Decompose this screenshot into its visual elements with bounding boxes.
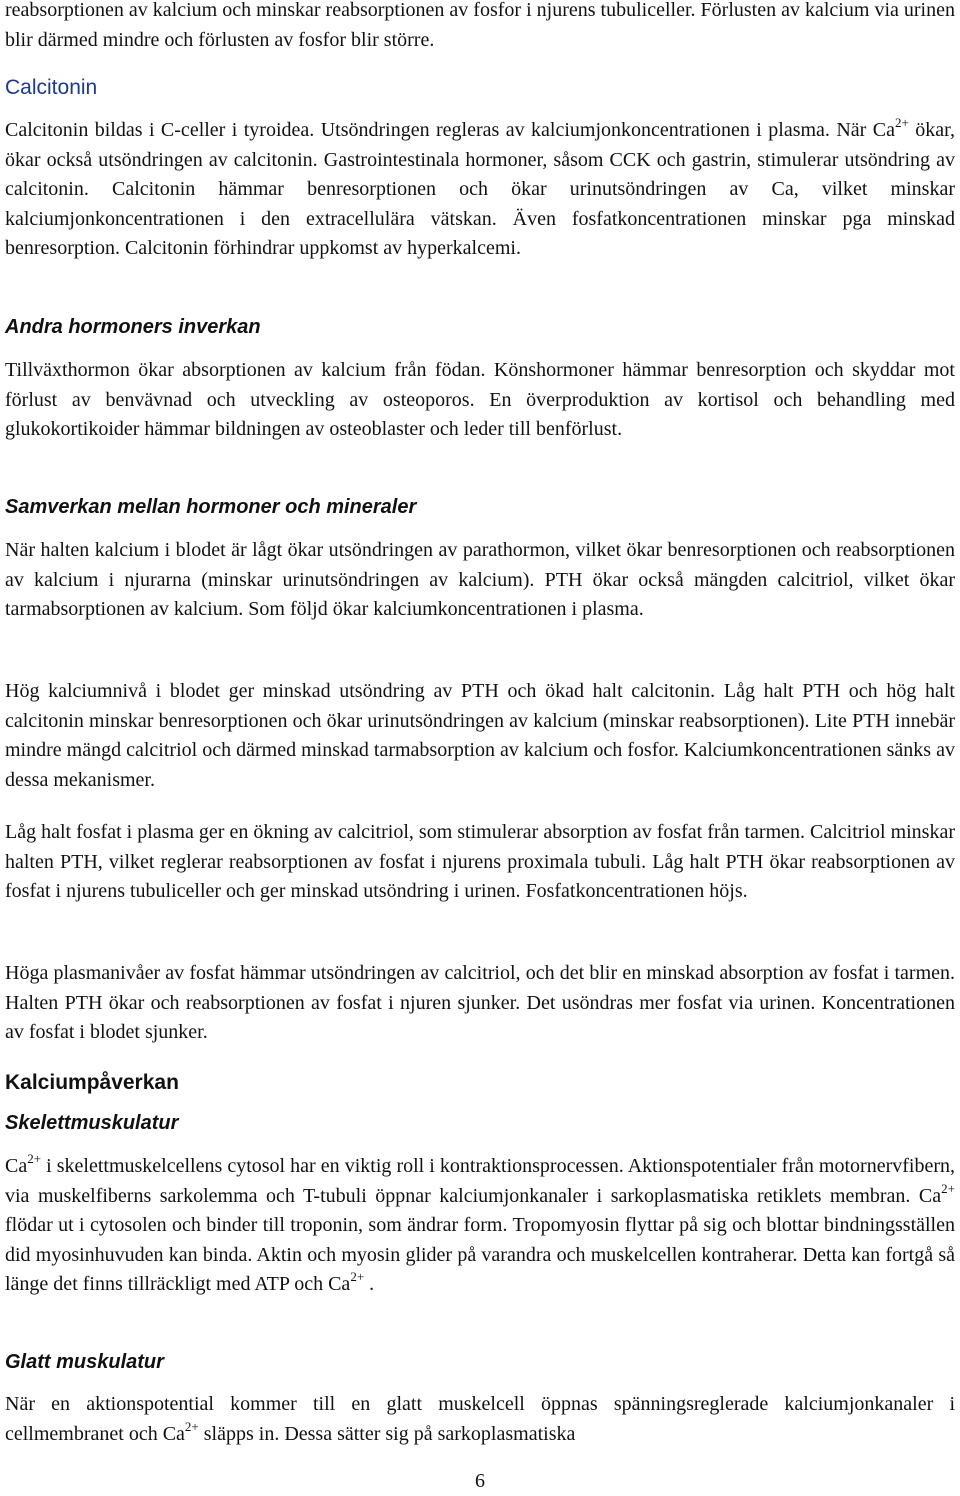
skelett-paragraph [5, 1152, 955, 1300]
page-number: 6 [475, 1470, 485, 1492]
skelett-text-b: i skelettmuskelcellens cytosol har en viktig roll i kontraktionsprocessen. Aktionspotentialer från motornervfibern, via muskelfiberns sarkolemma och T-tubuli öppnar kalciumjonkanaler i sarkoplasmatiska retiklets membran. Ca [5, 1155, 955, 1207]
heading-calcitonin: Calcitonin [5, 76, 98, 99]
andra-paragraph: Tillväxthormon ökar absorptionen av kalcium från födan. Könshormoner hämmar benresorption och skyddar mot förlust av benvävnad och utveckling av osteoporos. En överproduktion av kortisol och behandling med glukokortikoider hämmar bildningen av osteoblaster och leder till benförlust. [5, 359, 955, 441]
heading-samverkan: Samverkan mellan hormoner och mineraler [5, 496, 417, 518]
superscript-charge: 2+ [350, 1269, 365, 1285]
skelett-text-c: flödar ut i cytosolen och binder till troponin, som ändrar form. Tropomyosin flyttar på sig och blottar bindningsställen did myosinhuvuden kan binda. Aktin och myosin glider på varandra och muskelcellen kontraherar. Detta kan fortgå så länge det finns tillräckligt med ATP och Ca [5, 1214, 955, 1296]
calcitonin-paragraph [5, 116, 955, 264]
heading-kalciumpaverkan: Kalciumpåverkan [5, 1071, 179, 1094]
skelett-text-d: . [364, 1273, 375, 1296]
samverkan-paragraph-3: Låg halt fosfat i plasma ger en ökning av calcitriol, som stimulerar absorption av fosfat från tarmen. Calcitriol minskar halten PTH, vilket reglerar reabsorptionen av fosfat i njurens proximala tubuli. Låg halt PTH ökar reabsorptionen av fosfat i njurens tubuliceller och ger minskad utsöndring i urinen. Fosfatkoncentrationen höjs. [5, 821, 955, 903]
superscript-charge: 2+ [894, 115, 909, 130]
calcitonin-text-a: Calcitonin bildas i C-celler i tyroidea. Utsöndringen regleras av kalciumjonkoncentrationen i plasma. När Ca [5, 119, 895, 141]
superscript-charge: 2+ [27, 1151, 42, 1166]
glatt-paragraph [5, 1390, 955, 1449]
samverkan-paragraph-1: När halten kalcium i blodet är lågt ökar utsöndringen av parathormon, vilket ökar benresorptionen och reabsorptionen av kalcium i njurarna (minskar urinutsöndringen av kalcium). PTH ökar också mängden calcitriol, vilket ökar tarmabsorptionen av kalcium. Som följd ökar kalciumkoncentrationen i plasma. [5, 539, 955, 621]
samverkan-paragraph-2: Hög kalciumnivå i blodet ger minskad utsöndring av PTH och ökad halt calcitonin. Låg halt PTH och hög halt calcitonin minskar benresorptionen och ökar urinutsöndringen av kalcium (minskar reabsorptionen). Lite PTH innebär mindre mängd calcitriol och därmed minskad tarmabsorption av kalcium och fosfor. Kalciumkoncentrationen sänks av dessa mekanismer. [5, 680, 955, 791]
glatt-text-b: släpps in. Dessa sätter sig på sarkoplasmatiska [198, 1422, 576, 1445]
superscript-charge: 2+ [941, 1180, 955, 1196]
heading-andra-hormoners: Andra hormoners inverkan [5, 316, 261, 338]
superscript-charge: 2+ [184, 1418, 199, 1434]
intro-paragraph: reabsorptionen av kalcium och minskar reabsorptionen av fosfor i njurens tubuliceller. Förlusten av kalcium via urinen blir därmed mindre och förlusten av fosfor blir större. [5, 0, 955, 51]
heading-skelettmuskulatur: Skelettmuskulatur [5, 1112, 179, 1134]
glatt-text-a: När en aktionspotential kommer till en glatt muskelcell öppnas spänningsreglerade kalciumjonkanaler i cellmembranet och Ca [5, 1393, 955, 1445]
skelett-text-a: Ca [5, 1155, 28, 1177]
calcitonin-text-b: ökar, ökar också utsöndringen av calcitonin. Gastrointestinala hormoner, såsom CCK och gastrin, stimulerar utsöndring av calcitonin. Calcitonin hämmar benresorptionen och ökar urinutsöndringen av Ca, vilket minskar kalciumjonkoncentrationen i den extracellulära vätskan. Även fosfatkoncentrationen minskar pga minskad benresorption. Calcitonin förhindrar uppkomst av hyperkalcemi. [5, 119, 955, 260]
heading-glatt-muskulatur: Glatt muskulatur [5, 1351, 164, 1373]
samverkan-paragraph-4: Höga plasmanivåer av fosfat hämmar utsöndringen av calcitriol, och det blir en minskad absorption av fosfat i tarmen. Halten PTH ökar och reabsorptionen av fosfat i njuren sjunker. Det usöndras mer fosfat via urinen. Koncentrationen av fosfat i blodet sjunker. [5, 962, 955, 1044]
